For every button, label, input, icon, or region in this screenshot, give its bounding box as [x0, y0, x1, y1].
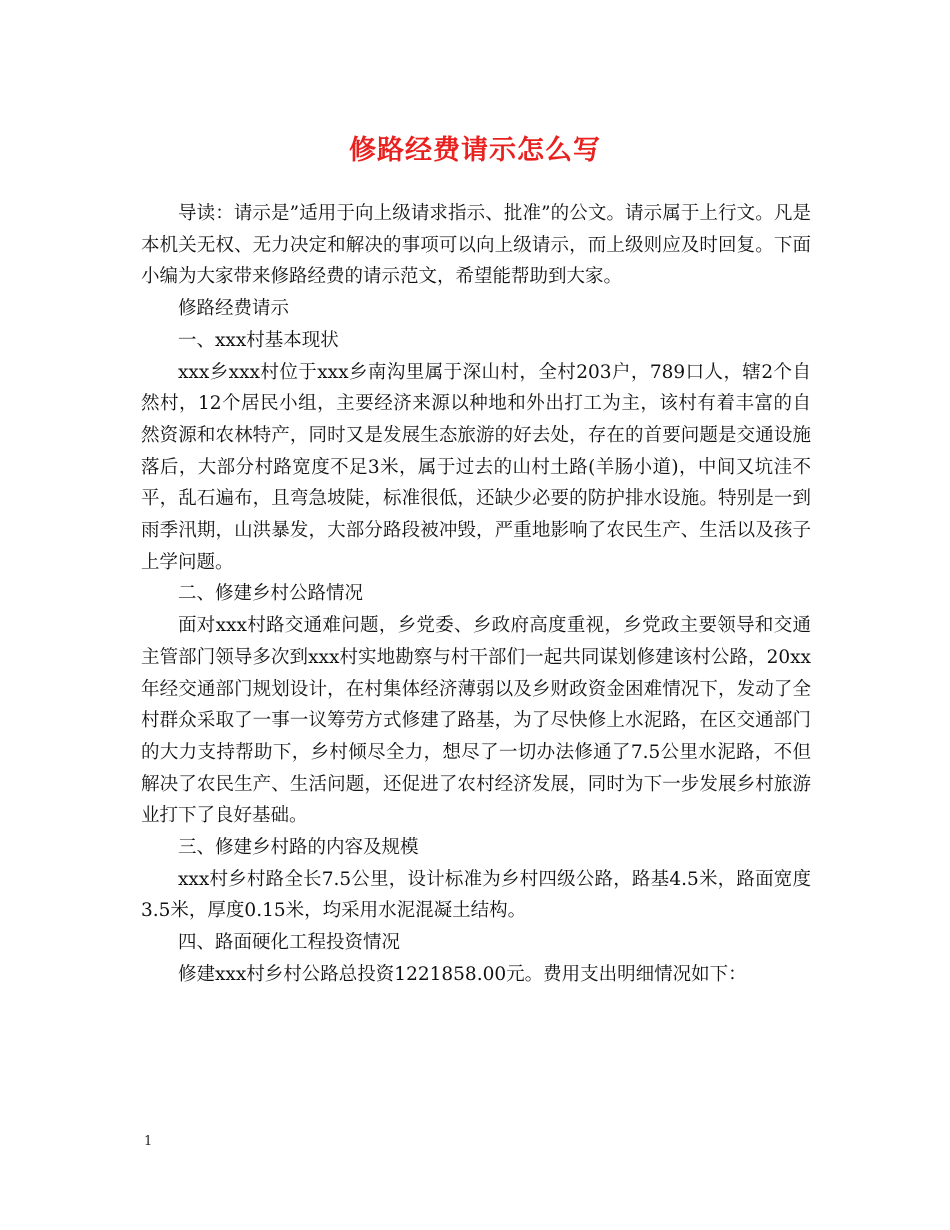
page-number: 1: [144, 1134, 153, 1149]
section-4-paragraph: 修建xxx村乡村公路总投资1221858.00元。费用支出明细情况如下：: [178, 963, 747, 985]
section-heading-3: 三、修建乡村路的内容及规模: [178, 837, 419, 859]
section-1-paragraph: xxx乡xxx村位于xxx乡南沟里属于深山村，全村203户，789口人，辖2个自然村，12个居民小组，主要经济来源以种地和外出打工为主，该村有着丰富的自然资源和农林特产，同时又是发展生态旅游的好去处，存在的首要问题是交通设施落后，大部分村路宽度不足3米，属于过去的山村土路(羊肠小道)，中间又坑洼不平，乱石遍布，且弯急坡陡，标准很低，还缺少必要的防护排水设施。特别是一到雨季汛期，山洪暴发，大部分路段被冲毁，严重地影响了农民生产、生活以及孩子上学问题。: [141, 361, 811, 573]
intro-paragraph: 导读：请示是”适用于向上级请求指示、批准”的公文。请示属于上行文。凡是本机关无权、无力决定和解决的事项可以向上级请示，而上级则应及时回复。下面小编为大家带来修路经费的请示范文，希望能帮助到大家。: [141, 203, 811, 288]
document-title: 修路经费请示怎么写: [349, 135, 601, 166]
section-heading-2: 二、修建乡村公路情况: [178, 583, 364, 605]
section-2-paragraph: 面对xxx村路交通难问题，乡党委、乡政府高度重视，乡党政主要领导和交通主管部门领导多次到xxx村实地勘察与村干部们一起共同谋划修建该村公路，20xx年经交通部门规划设计，在村集体经济薄弱以及乡财政资金困难情况下，发动了全村群众采取了一事一议筹劳方式修建了路基，为了尽快修上水泥路，在区交通部门的大力支持帮助下，乡村倾尽全力，想尽了一切办法修通了7.5公里水泥路，不但解决了农民生产、生活问题，还促进了农村经济发展，同时为下一步发展乡村旅游业打下了良好基础。: [141, 615, 811, 827]
section-heading-1: 一、xxx村基本现状: [178, 329, 339, 351]
section-heading-4: 四、路面硬化工程投资情况: [178, 932, 401, 954]
section-3-paragraph: xxx村乡村路全长7.5公里，设计标准为乡村四级公路，路基4.5米，路面宽度3.5米，厚度0.15米，均采用水泥混凝土结构。: [141, 868, 811, 922]
subtitle-paragraph: 修路经费请示: [178, 298, 290, 320]
document-body: [141, 198, 811, 991]
